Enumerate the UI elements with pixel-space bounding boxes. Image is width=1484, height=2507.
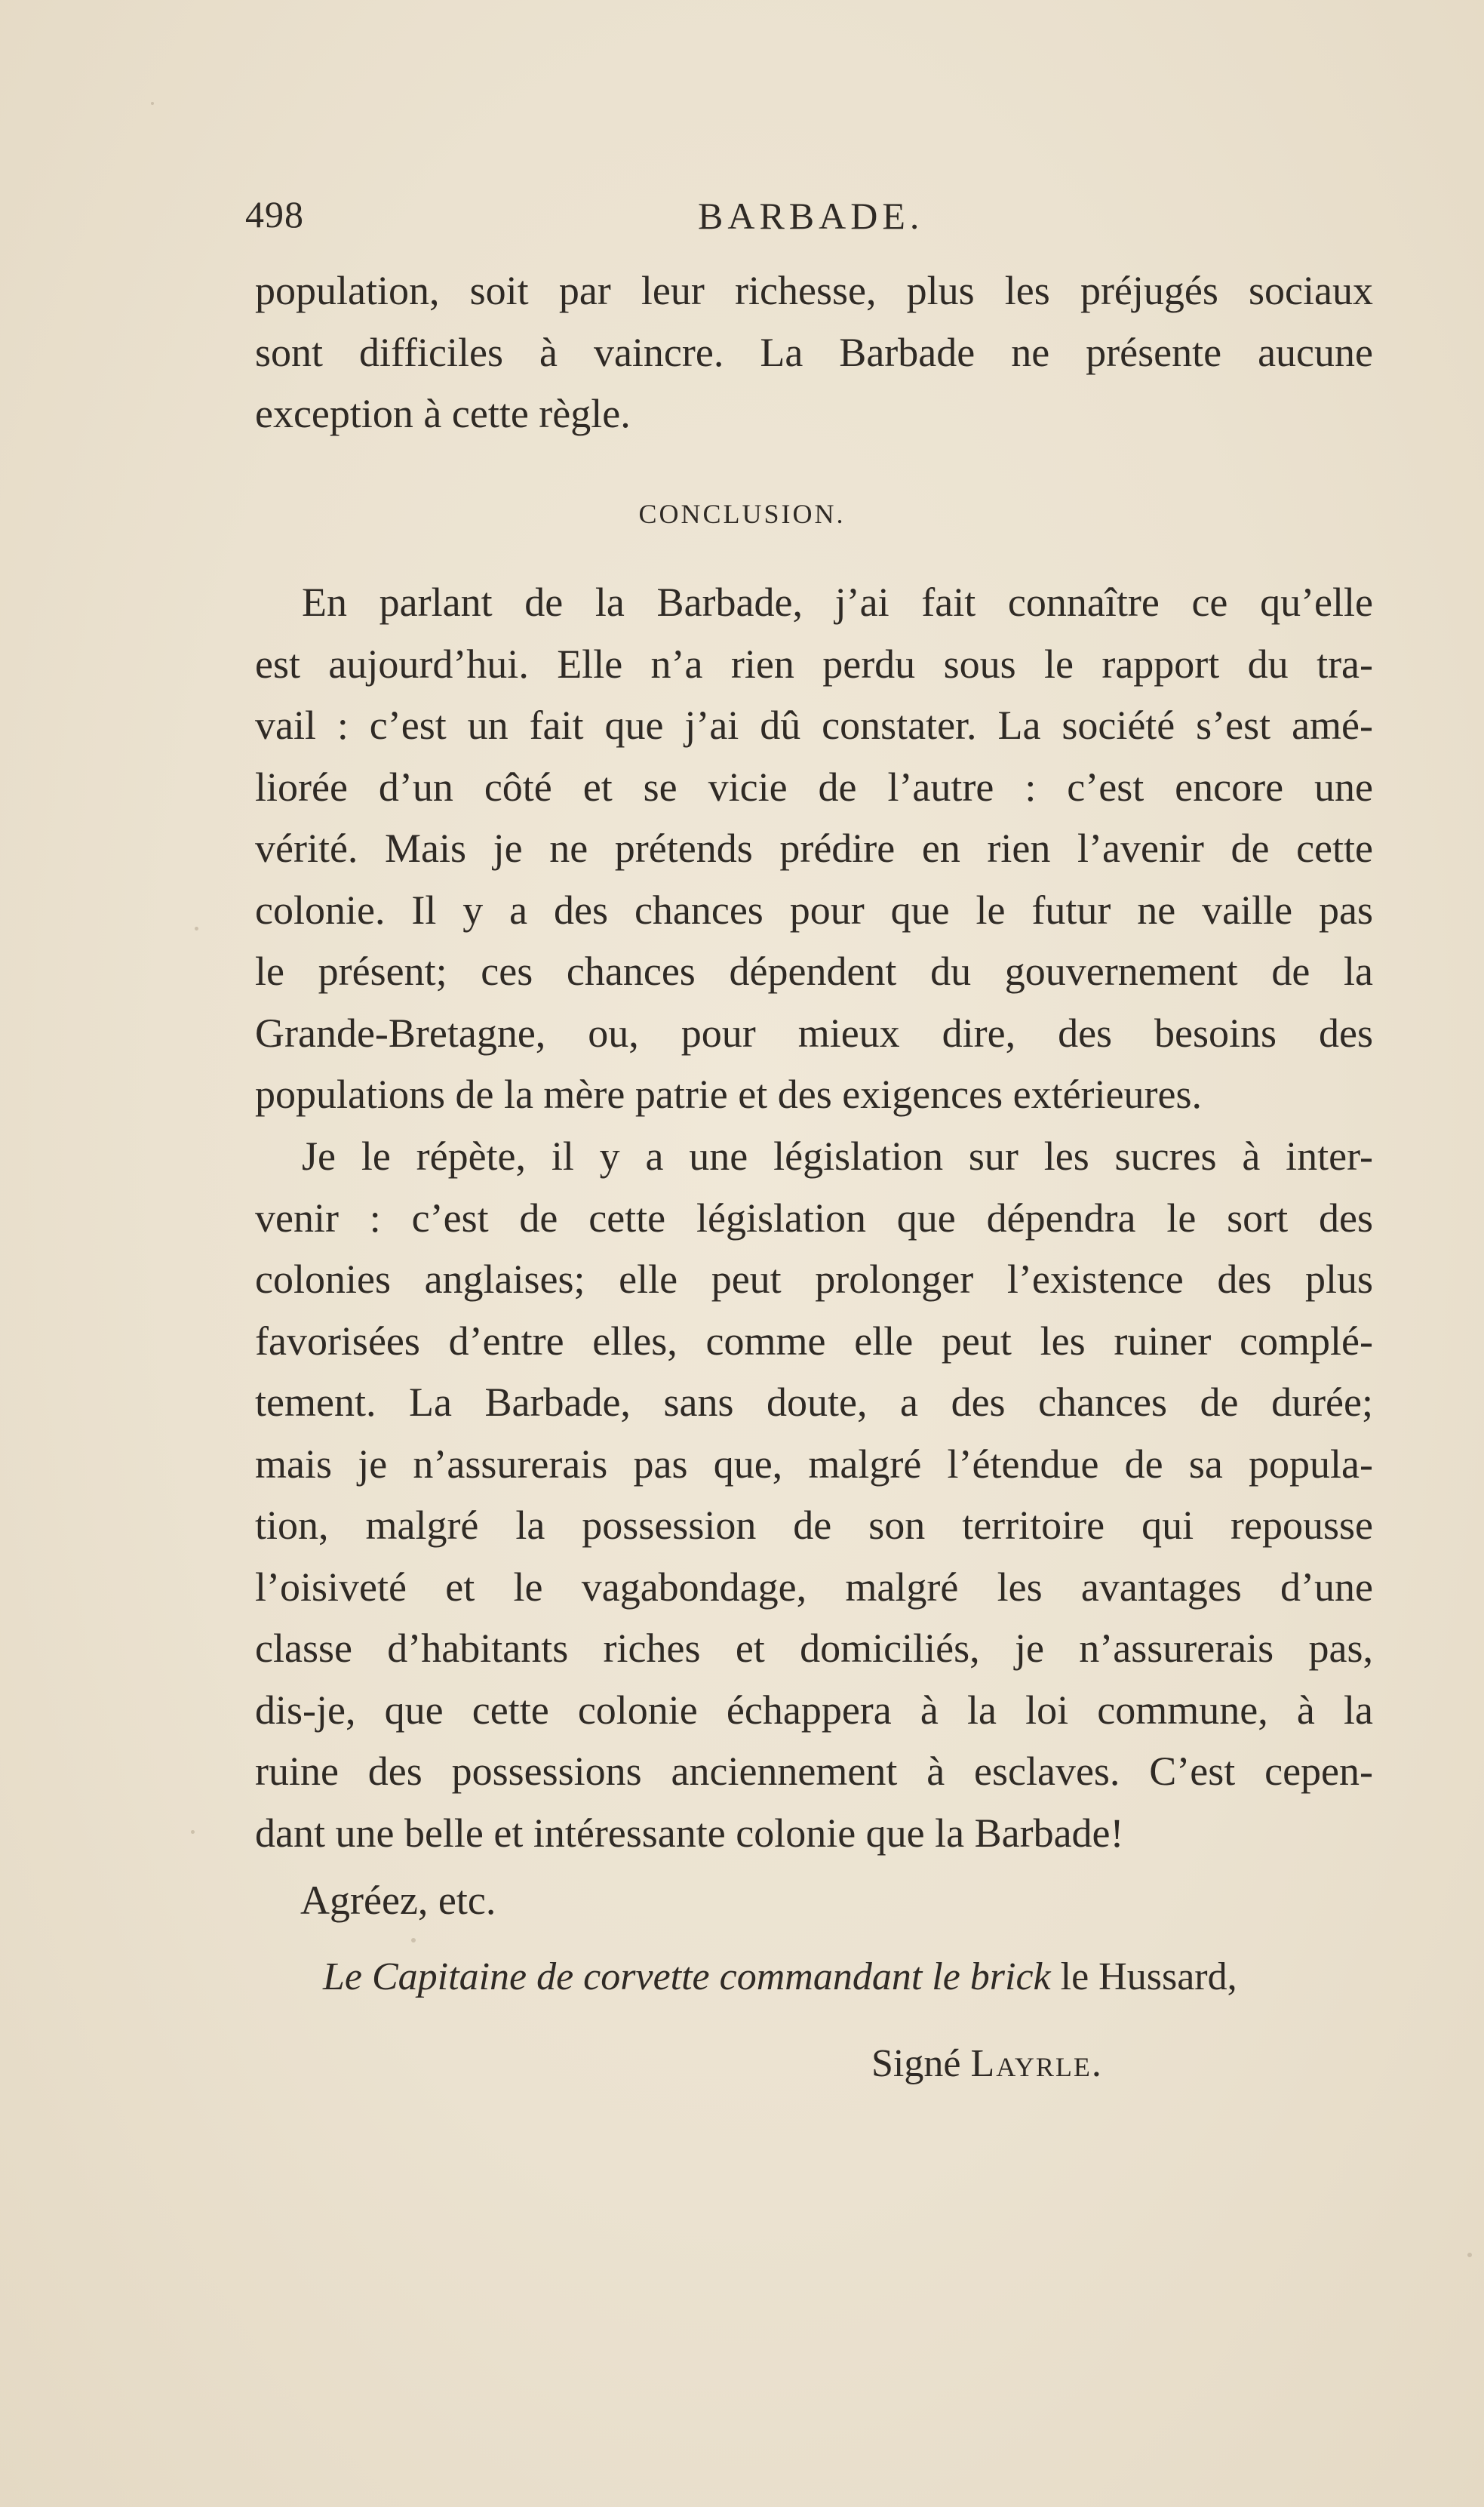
text-line: colonie. Il y a des chances pour que le futur ne vaille pas	[255, 887, 1373, 933]
text-line: le présent; ces chances dépendent du gouvernement de la	[255, 949, 1373, 994]
text-line: ruine des possessions anciennement à esclaves. C’est cepen-	[255, 1749, 1373, 1794]
text-line: dis-je, que cette colonie échappera à la loi commune, à la	[255, 1687, 1373, 1733]
text-line: Je le répète, il y a une législation sur les sucres à inter-	[302, 1134, 1373, 1179]
text-line: En parlant de la Barbade, j’ai fait connaître ce qu’elle	[302, 580, 1373, 625]
text-line: mais je n’assurerais pas que, malgré l’étendue de sa popula-	[255, 1441, 1373, 1487]
text-line: populations de la mère patrie et des exigences extérieures.	[255, 1072, 1202, 1117]
paper-speck	[411, 1938, 416, 1943]
running-head: BARBADE.	[698, 195, 924, 237]
signature-title	[323, 1955, 1237, 1999]
opening-paragraph	[255, 260, 1373, 445]
paper-speck	[1467, 2253, 1472, 2257]
paper-speck	[151, 102, 154, 105]
text-line: tion, malgré la possession de son territoire qui repousse	[255, 1503, 1373, 1548]
signed-prefix: Signé	[871, 2042, 961, 2085]
paper-speck	[195, 927, 198, 931]
closing-salutation: Agréez, etc.	[300, 1878, 496, 1923]
paragraph-2	[255, 1126, 1373, 1864]
signed-by	[871, 2041, 1103, 2086]
text-line: est aujourd’hui. Elle n’a rien perdu sous le rapport du tra-	[255, 641, 1373, 687]
text-line: tement. La Barbade, sans doute, a des chances de durée;	[255, 1380, 1373, 1425]
text-line: vérité. Mais je ne prétends prédire en rien l’avenir de cette	[255, 826, 1373, 871]
page-number: 498	[245, 193, 304, 235]
signatory-name: Layrle.	[970, 2042, 1103, 2085]
text-line: classe d’habitants riches et domiciliés, je n’assurerais pas,	[255, 1626, 1373, 1671]
signature-ship: le Hussard,	[1060, 1955, 1237, 1998]
section-heading: CONCLUSION.	[638, 499, 846, 529]
text-line: Grande-Bretagne, ou, pour mieux dire, des besoins des	[255, 1010, 1373, 1056]
text-line: vail : c’est un fait que j’ai dû constater. La société s’est amé-	[255, 703, 1373, 748]
text-line: population, soit par leur richesse, plus les préjugés sociaux	[255, 268, 1373, 313]
text-line: l’oisiveté et le vagabondage, malgré les avantages d’une	[255, 1564, 1373, 1610]
paper-speck	[191, 1830, 195, 1834]
text-line: liorée d’un côté et se vicie de l’autre : c’est encore une	[255, 764, 1373, 810]
text-line: favorisées d’entre elles, comme elle peut les ruiner complé-	[255, 1318, 1373, 1364]
signature-rank: Le Capitaine de corvette commandant le brick	[323, 1955, 1051, 1998]
paragraph-1	[255, 572, 1373, 1126]
page-header	[245, 192, 1373, 245]
text-line: sont difficiles à vaincre. La Barbade ne présente aucune	[255, 329, 1373, 375]
text-line: exception à cette règle.	[255, 391, 631, 436]
text-line: dant une belle et intéressante colonie que la Barbade!	[255, 1810, 1124, 1856]
text-line: colonies anglaises; elle peut prolonger l’existence des plus	[255, 1257, 1373, 1302]
text-line: venir : c’est de cette législation que dépendra le sort des	[255, 1195, 1373, 1241]
